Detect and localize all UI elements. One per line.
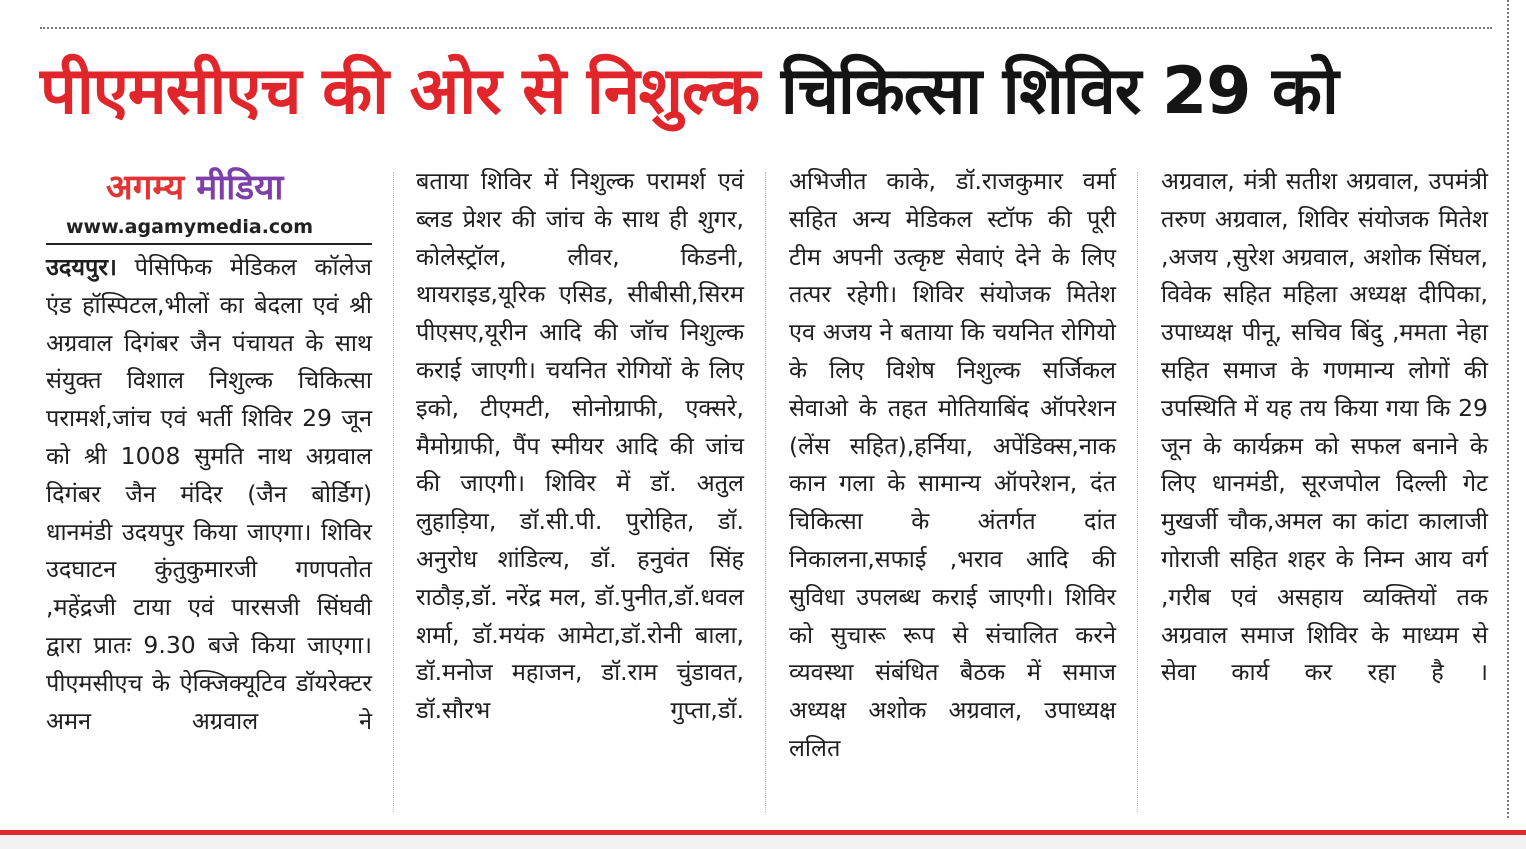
headline [40, 38, 1500, 146]
bottom-gray-strip [0, 835, 1526, 849]
website-underline [46, 243, 372, 245]
column-divider [765, 172, 766, 812]
logo-word-agamy: अगम्य [106, 167, 185, 208]
article-column-4 [1161, 163, 1488, 692]
top-dotted-border [40, 27, 1492, 29]
website-url: www.agamymedia.com [66, 216, 314, 238]
column-divider [393, 172, 394, 812]
logo-word-media: मीडिया [196, 167, 284, 208]
right-dotted-border [1507, 0, 1509, 818]
column-divider [1137, 172, 1138, 812]
column-1-text: पेसिफिक मेडिकल कॉलेज एंड हॉस्पिटल,भीलों का बेदला एवं श्री अग्रवाल दिगंबर जैन पंचायत के साथ संयुक्त विशाल निशुल्क चिकित्सा परामर्श,जांच एवं भर्ती शिविर 29 जून को श्री 1008 सुमति नाथ अग्रवाल दिगंबर जैन मंदिर (जैन बोर्डिग) धानमंडी उदयपुर किया जाएगा। शिविर उदघाटन कुंतुकुमारजी गणपतोत ,महेंद्रजी टाया एवं पारसजी सिंघवी द्वारा प्रातः 9.30 बजे किया जाएगा। पीएमसीएच के ऐक्जिक्यूटिव डॉयरेक्टर अमन अग्रवाल ने [46, 253, 372, 735]
article-column-3 [789, 163, 1116, 768]
column-3-text: अभिजीत काके, डॉ.राजकुमार वर्मा सहित अन्य मेडिकल स्टॉफ की पूरी टीम अपनी उत्कृष्ट सेवाएं देने के लिए तत्पर रहेगी। शिविर संयोजक मितेश एव अजय ने बताया कि चयनित रोगियो के लिए विशेष निशुल्क सर्जिकल सेवाओ के तहत मोतियाबिंद ऑपरेशन (लेंस सहित),हर्निया, अपेंडिक्स,नाक कान गला के सामान्य ऑपरेशन, दंत चिकित्सा के अंतर्गत दांत निकालना,सफाई ,भराव आदि की सुविधा उपलब्ध कराई जाएगी। शिविर को सुचारू रूप से संचालित करने व्यवस्था संबंधित बैठक में समाज अध्यक्ष अशोक अग्रवाल, उपाध्यक्ष ललित [789, 167, 1116, 762]
agamy-media-logo [106, 165, 316, 211]
column-4-text: अग्रवाल, मंत्री सतीश अग्रवाल, उपमंत्री तरुण अग्रवाल, शिविर संयोजक मितेश ,अजय ,सुरेश अग्रवाल, अशोक सिंघल, विवेक सहित महिला अध्यक्ष दीपिका, उपाध्यक्ष पीनू, सचिव बिंदु ,ममता नेहा सहित समाज के गणमान्य लोगों की उपस्थिति में यह तय किया गया कि 29 जून के कार्यक्रम को सफल बनाने के लिए धानमंडी, सूरजपोल दिल्ली गेट मुखर्जी चौक,अमल का कांटा कालाजी गोराजी सहित शहर के निम्न आय वर्ग ,गरीब एवं असहाय व्यक्तियों तक अग्रवाल समाज शिविर के माध्यम से सेवा कार्य कर रहा है । [1161, 167, 1488, 687]
article-column-1 [46, 249, 372, 740]
article-column-2 [416, 163, 744, 730]
dateline: उदयपुर। [46, 253, 117, 281]
column-2-text: बताया शिविर में निशुल्क परामर्श एवं ब्लड प्रेशर की जांच के साथ ही शुगर, कोलेस्ट्रॉल, लीवर, किडनी, थायराइड,यूरिक एसिड, सीबीसी,सिरम पीएसए,यूरीन आदि की जॉच निशुल्क कराई जाएगी। चयनित रोगियों के लिए इको, टीएमटी, सोनोग्राफी, एक्सरे, मैमोग्राफी, पैंप स्मीयर आदि की जांच की जाएगी। शिविर में डॉ. अतुल लुहाड़िया, डॉ.सी.पी. पुरोहित, डॉ. अनुरोध शांडिल्य, डॉ. हनुवंत सिंह राठौड़,डॉ. नरेंद्र मल, डॉ.पुनीत,डॉ.धवल शर्मा, डॉ.मयंक आमेटा,डॉ.रोनी बाला, डॉ.मनोज महाजन, डॉ.राम चुंडावत, डॉ.सौरभ गुप्ता,डॉ. [416, 167, 744, 725]
headline-black-part: चिकित्सा शिविर 29 को [780, 54, 1338, 129]
headline-red-part: पीएमसीएच की ओर से निशुल्क [40, 54, 760, 129]
